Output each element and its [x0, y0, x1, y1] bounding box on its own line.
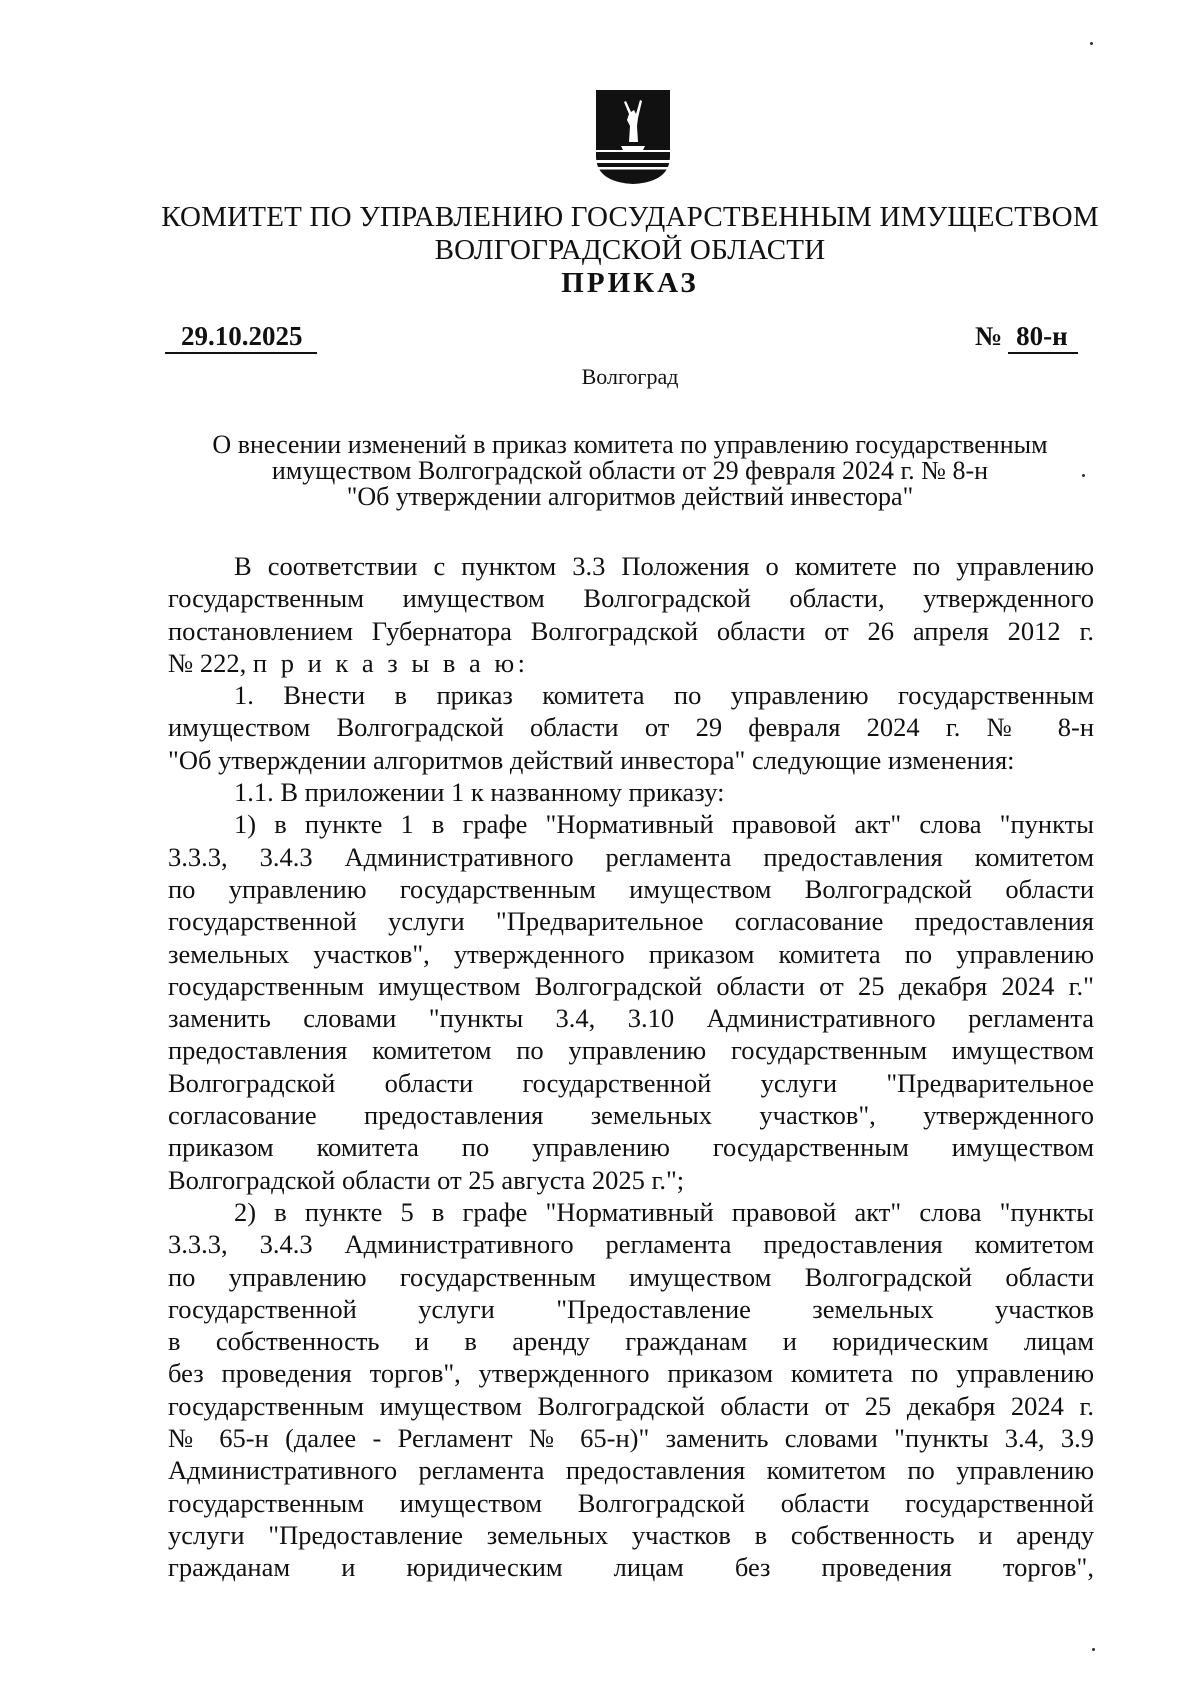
organization-name-line-1: КОМИТЕТ ПО УПРАВЛЕНИЮ ГОСУДАРСТВЕННЫМ ИМУЩЕСТВОМ [161, 201, 1099, 233]
body-line [168, 647, 1094, 679]
document-date: 29.10.2025 [165, 320, 317, 354]
body-line: по управлению государственным имуществом Волгоградской области [168, 873, 1094, 904]
scan-speck [1082, 474, 1085, 477]
body-line: государственной услуги "Предварительное согласование предоставления [168, 906, 1094, 937]
document-number [975, 320, 1078, 354]
body-line: услуги "Предоставление земельных участков в собственность и аренду [168, 1519, 1094, 1550]
body-line: 1) в пункте 1 в графе "Нормативный правовой акт" слова "пункты [234, 809, 1094, 840]
scan-speck [1090, 42, 1093, 45]
body-line: 1. Внести в приказ комитета по управлению государственным [234, 680, 1094, 711]
body-line: государственной услуги "Предоставление земельных участков [168, 1293, 1094, 1324]
scan-speck [1092, 1648, 1095, 1651]
organization-name-line-2: ВОЛГОГРАДСКОЙ ОБЛАСТИ [434, 234, 826, 266]
body-line: приказом комитета по управлению государственным имуществом [168, 1132, 1094, 1163]
document-body [168, 550, 1094, 1584]
body-line: земельных участков", утвержденного приказом комитета по управлению [168, 938, 1094, 969]
body-line: "Об утверждении алгоритмов действий инвестора" следующие изменения: [168, 744, 1015, 775]
body-line: постановлением Губернатора Волгоградской области от 26 апреля 2012 г. [168, 615, 1094, 646]
body-line: Административного регламента предоставления комитетом по управлению [168, 1455, 1094, 1486]
act-number-text: № 222, [168, 647, 247, 678]
document-subject [140, 432, 1120, 510]
body-line: имуществом Волгоградской области от 29 февраля 2024 г. № 8-н [168, 712, 1094, 743]
body-line: В соответствии с пунктом 3.3 Положения о комитете по управлению [234, 551, 1094, 581]
body-line: согласование предоставления земельных участков", утвержденного [168, 1100, 1094, 1131]
body-line: заменить словами "пункты 3.4, 3.10 Административного регламента [168, 1003, 1094, 1034]
subject-line: О внесении изменений в приказ комитета по управлению государственным [212, 430, 1048, 459]
number-sign: № [975, 321, 1003, 351]
body-line: Волгоградской области от 25 августа 2025 г."; [168, 1164, 685, 1195]
body-line: государственным имуществом Волгоградской области от 25 декабря 2024 г." [168, 970, 1094, 1001]
document-number-value: 80-н [1008, 320, 1078, 354]
order-keyword: п р и к а з ы в а ю: [252, 647, 529, 678]
body-line: 1.1. В приложении 1 к названному приказу: [234, 777, 725, 808]
body-line: государственным имуществом Волгоградской области государственной [168, 1487, 1094, 1518]
document-city: Волгоград [581, 364, 679, 389]
body-line: 3.3.3, 3.4.3 Административного регламента предоставления комитетом [168, 841, 1094, 872]
body-line: в собственность и в аренду гражданам и юридическим лицам [168, 1326, 1094, 1357]
subject-line: имуществом Волгоградской области от 29 февраля 2024 г. № 8-н [271, 456, 989, 485]
body-line: предоставления комитетом по управлению государственным имуществом [168, 1035, 1094, 1066]
document-type-title: ПРИКАЗ [561, 267, 699, 299]
body-line: гражданам и юридическим лицам без проведения торгов", [168, 1552, 1094, 1583]
body-line: Волгоградской области государственной услуги "Предварительное [168, 1067, 1094, 1098]
body-line: 3.3.3, 3.4.3 Административного регламента предоставления комитетом [168, 1229, 1094, 1260]
body-line: государственным имуществом Волгоградской области, утвержденного [168, 583, 1094, 614]
body-line: 2) в пункте 5 в графе "Нормативный правовой акт" слова "пункты [234, 1196, 1094, 1227]
body-line: без проведения торгов", утвержденного приказом комитета по управлению [168, 1358, 1094, 1389]
subject-line: "Об утверждении алгоритмов действий инвестора" [346, 482, 914, 511]
body-line: государственным имуществом Волгоградской области от 25 декабря 2024 г. [168, 1390, 1094, 1421]
body-line: по управлению государственным имуществом Волгоградской области [168, 1261, 1094, 1292]
body-line: № 65-н (далее - Регламент № 65-н)" заменить словами "пункты 3.4, 3.9 [168, 1423, 1094, 1454]
volgograd-coat-of-arms-icon [596, 90, 670, 184]
